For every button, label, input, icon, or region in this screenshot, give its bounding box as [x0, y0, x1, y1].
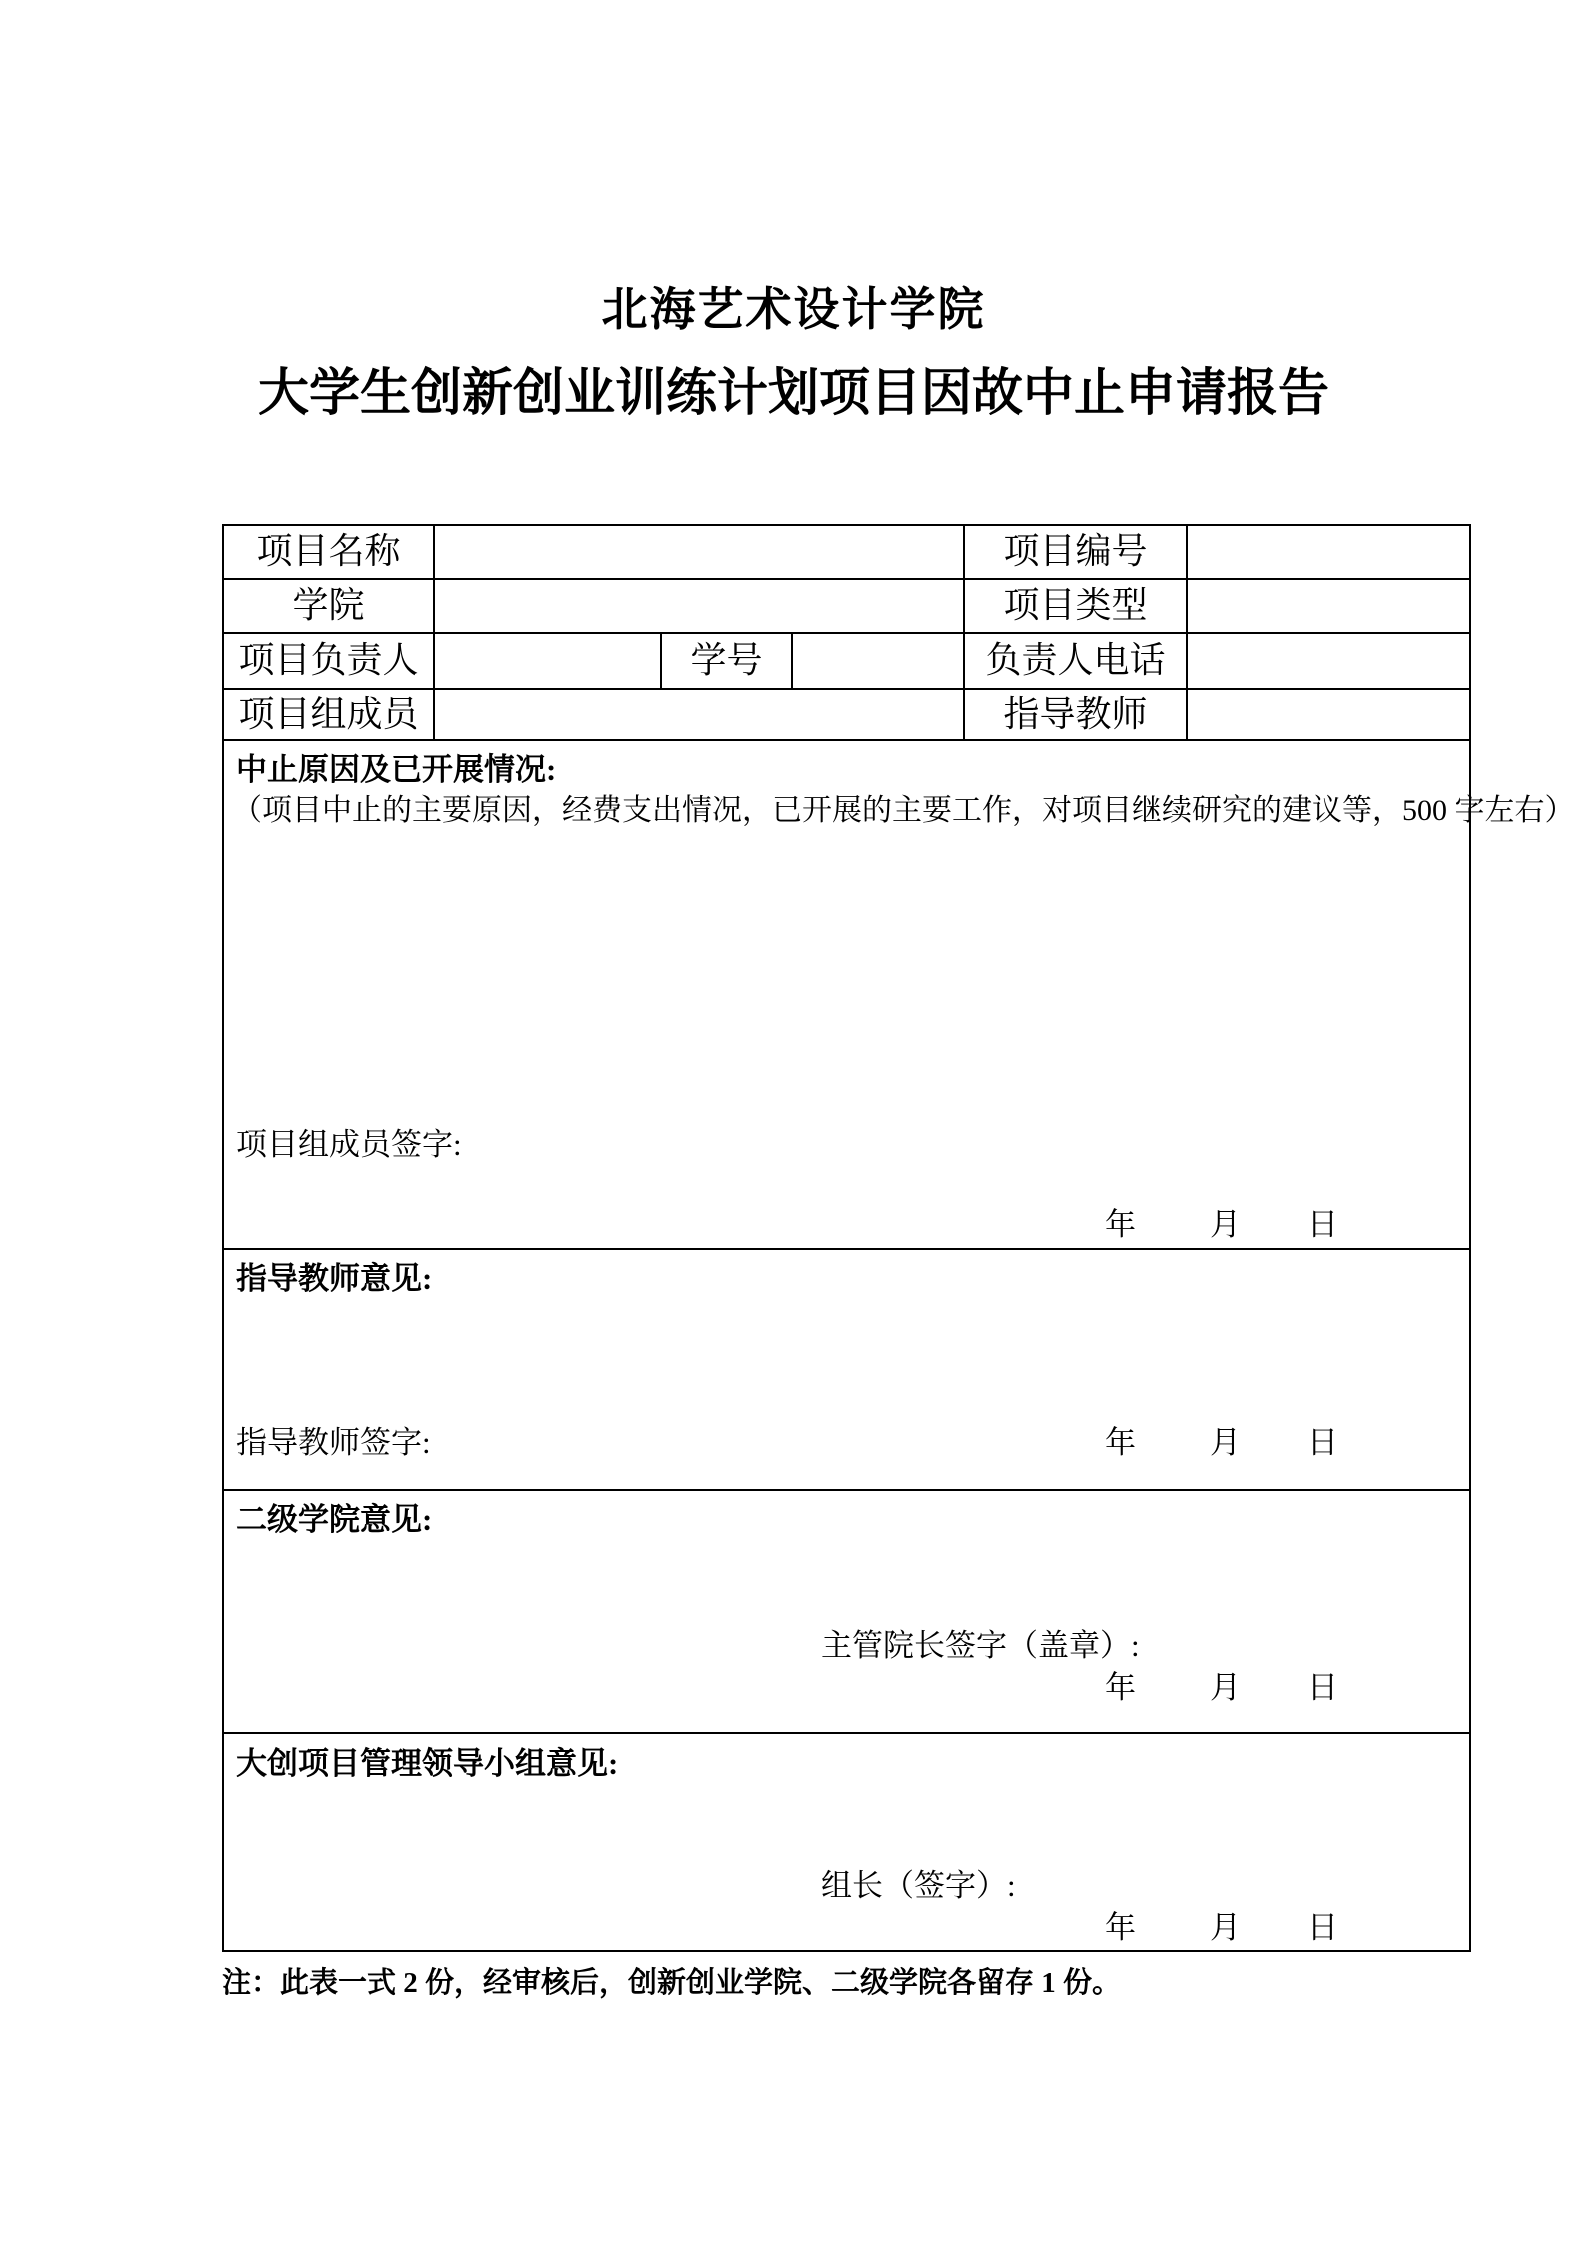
- college-label: 学院: [223, 579, 434, 633]
- table-row: [223, 1490, 1470, 1733]
- footnote-text: 注：此表一式 2 份，经审核后，创新创业学院、二级学院各留存 1 份。: [222, 1967, 1122, 1999]
- section-title: 中止原因及已开展情况:: [236, 752, 557, 787]
- section-title: 二级学院意见:: [236, 1502, 433, 1537]
- day-label: 日: [1307, 1670, 1338, 1705]
- year-label: 年: [1105, 1670, 1136, 1705]
- year-label: 年: [1105, 1910, 1136, 1945]
- members-label: 项目组成员: [223, 689, 434, 740]
- student-id-label: 学号: [661, 633, 792, 689]
- section-note: （项目中止的主要原因，经费支出情况，已开展的主要工作，对项目继续研究的建议等，500 字左右）: [232, 794, 1575, 827]
- advisor-value-cell: [1187, 689, 1470, 740]
- student-id-value-cell: [792, 633, 964, 689]
- table-row: [223, 740, 1470, 1249]
- section-termination-reason: [223, 740, 1575, 1249]
- page-subtitle: 大学生创新创业训练计划项目因故中止申请报告: [257, 366, 1329, 422]
- leader-value-cell: [434, 633, 661, 689]
- page-title: 北海艺术设计学院: [601, 284, 986, 335]
- day-label: 日: [1307, 1207, 1338, 1242]
- signature-label: 项目组成员签字:: [236, 1127, 462, 1162]
- table-row: [223, 579, 1470, 633]
- project-no-value-cell: [1187, 525, 1470, 579]
- section-advisor-opinion: [223, 1249, 1470, 1490]
- table-row: [223, 633, 1470, 689]
- leader-phone-value-cell: [1187, 633, 1470, 689]
- advisor-label: 指导教师: [964, 689, 1187, 740]
- project-name-label: 项目名称: [223, 525, 434, 579]
- signature-label: 组长（签字）:: [821, 1868, 1016, 1903]
- college-value-cell: [434, 579, 964, 633]
- section-title: 指导教师意见:: [236, 1261, 433, 1296]
- section-college-opinion: [223, 1490, 1470, 1733]
- date-line: [1104, 1909, 1339, 1946]
- members-value-cell: [434, 689, 964, 740]
- project-type-label: 项目类型: [964, 579, 1187, 633]
- table-row: [223, 1733, 1470, 1951]
- section-title: 大创项目管理领导小组意见:: [236, 1746, 619, 1781]
- project-no-label: 项目编号: [964, 525, 1187, 579]
- day-label: 日: [1307, 1425, 1338, 1460]
- day-label: 日: [1307, 1910, 1338, 1945]
- signature-label: 主管院长签字（盖章）:: [821, 1628, 1140, 1663]
- signature-label: 指导教师签字:: [236, 1425, 431, 1460]
- month-label: 月: [1210, 1670, 1241, 1705]
- month-label: 月: [1210, 1425, 1241, 1460]
- month-label: 月: [1210, 1207, 1241, 1242]
- date-line: [1104, 1669, 1339, 1706]
- section-committee-opinion: [223, 1733, 1470, 1951]
- application-form-table: [222, 524, 1575, 1952]
- table-row: [223, 689, 1470, 740]
- project-type-value-cell: [1187, 579, 1470, 633]
- year-label: 年: [1105, 1207, 1136, 1242]
- date-line: [1104, 1424, 1339, 1461]
- project-name-value-cell: [434, 525, 964, 579]
- table-row: [223, 525, 1470, 579]
- year-label: 年: [1105, 1425, 1136, 1460]
- table-row: [223, 1249, 1470, 1490]
- leader-label: 项目负责人: [223, 633, 434, 689]
- date-line: [1104, 1206, 1339, 1243]
- leader-phone-label: 负责人电话: [964, 633, 1187, 689]
- month-label: 月: [1210, 1910, 1241, 1945]
